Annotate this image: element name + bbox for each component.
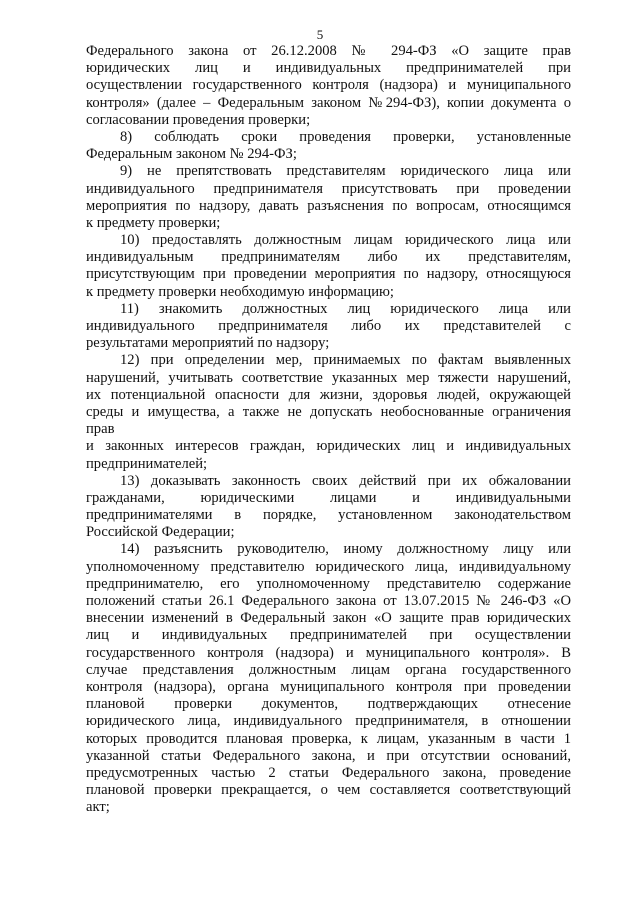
text-line: среды и имущества, а также не допускать необоснованные ограничения	[86, 403, 571, 420]
text-line: предпринимателю, его уполномоченному представителю содержание	[86, 575, 571, 592]
text-line: согласовании проведения проверки;	[86, 111, 311, 128]
text-line: плановой проверки прекращается, о чем составляется соответствующий	[86, 782, 571, 799]
text-line: государственного контроля (надзора) и муниципального контроля». В	[86, 644, 571, 661]
text-line: которых проводится плановая проверка, к лицам, указанным в части 1	[86, 730, 571, 747]
text-line: индивидуального предпринимателя либо их представителей с	[86, 318, 571, 334]
text-line: юридического лица, индивидуального предпринимателя, в отношении	[86, 713, 571, 730]
text-line: 13) доказывать законность своих действий при их обжаловании	[120, 472, 571, 489]
text-line: 10) предоставлять должностным лицам юридического лица или	[120, 232, 571, 249]
text-line: Российской Федерации;	[86, 524, 235, 541]
text-line: прав	[86, 421, 115, 438]
text-line: результатами мероприятий по надзору;	[86, 335, 330, 352]
text-line: лиц и индивидуальных предпринимателей при осуществлении	[86, 627, 571, 644]
text-line: осуществлении государственного контроля (надзора) и муниципального	[86, 77, 571, 94]
text-line: акт;	[86, 799, 110, 816]
text-line: случае представления должностным лицам органа государственного	[86, 661, 571, 678]
document-body	[86, 43, 571, 816]
text-line: мероприятия по надзору, давать разъяснения по вопросам, относящимся	[86, 197, 571, 214]
text-line: указанной статьи Федерального закона, и при отсутствии оснований,	[86, 747, 571, 764]
text-line: предпринимателями в порядке, установленном законодательством	[86, 507, 571, 524]
text-line: индивидуальным предпринимателям либо их представителям,	[86, 249, 571, 266]
text-line: к предмету проверки необходимую информацию;	[86, 283, 394, 300]
text-line: Федеральным законом № 294-ФЗ;	[86, 146, 297, 163]
text-line: их потенциальной опасности для жизни, здоровья людей, окружающей	[86, 386, 571, 403]
text-line: и законных интересов граждан, юридических лиц и индивидуальных	[86, 438, 571, 455]
text-line: 8) соблюдать сроки проведения проверки, установленные	[120, 128, 571, 145]
text-line: предпринимателей;	[86, 455, 208, 472]
text-line: юридических лиц и индивидуальных предпринимателей при	[86, 60, 571, 77]
text-line: гражданами, юридическими лицами и индивидуальными	[86, 489, 571, 506]
text-line: уполномоченному представителю юридического лица, индивидуальному	[86, 558, 571, 575]
text-line: 12) при определении мер, принимаемых по фактам выявленных	[120, 352, 571, 369]
text-line: внесении изменений в Федеральный закон «О защите прав юридических	[86, 610, 571, 627]
text-line: 11) знакомить должностных лиц юридического лица или	[120, 300, 571, 317]
text-line: к предмету проверки;	[86, 214, 221, 231]
text-line: присутствующим при проведении мероприятия по надзору, относящуюся	[86, 266, 571, 283]
text-line: контроля (надзора), органа муниципального контроля при проведении	[86, 678, 571, 695]
text-line: положений статьи 26.1 Федерального закона от 13.07.2015 № 246-ФЗ «О	[86, 593, 571, 609]
text-line: индивидуального предпринимателя присутствовать при проведении	[86, 180, 571, 197]
text-line: 9) не препятствовать представителям юридического лица или	[120, 163, 571, 180]
text-line: Федерального закона от 26.12.2008 № 294-ФЗ «О защите прав	[86, 43, 571, 59]
text-line: контроля» (далее – Федеральным законом №294-ФЗ), копии документа о	[86, 94, 571, 111]
text-line: 14) разъяснить руководителю, иному должностному лицу или	[120, 541, 571, 558]
text-line: предусмотренных частью 2 статьи Федерального закона, проведение	[86, 764, 571, 781]
text-line: плановой проверки документов, подтверждающих отнесение	[86, 696, 571, 713]
page-number: 5	[316, 27, 324, 42]
text-line: нарушений, учитывать соответствие указанных мер тяжести нарушений,	[86, 369, 571, 386]
